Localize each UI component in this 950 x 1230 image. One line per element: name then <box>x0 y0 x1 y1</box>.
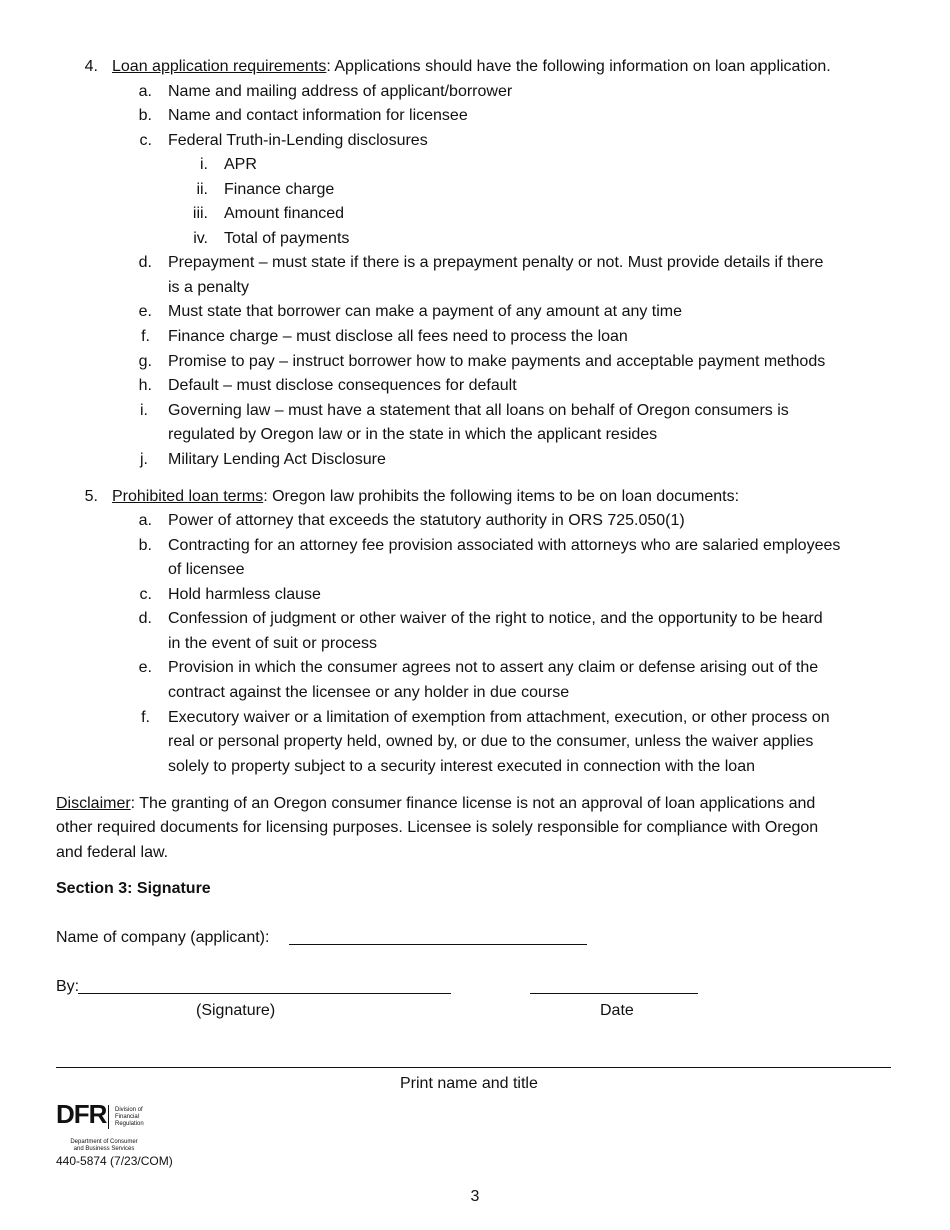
disclaimer-label: Disclaimer <box>56 795 131 812</box>
dfr-logo-divider <box>108 1105 109 1129</box>
dfr-logo-department <box>62 1139 146 1153</box>
dfr-logo <box>56 1097 186 1157</box>
item-5f-line-2: real or personal property held, owned by, or due to the consumer, unless the waiver applies <box>168 733 814 750</box>
item-4c-iv-text: Total of payments <box>224 230 350 247</box>
date-field[interactable] <box>530 993 698 994</box>
item-5a-marker: a. <box>138 512 152 529</box>
item-4c-i-text: APR <box>224 156 257 173</box>
item-5c-marker: c. <box>139 586 152 603</box>
company-name-field[interactable] <box>289 944 587 945</box>
dfr-logo-department-line: Department of Consumer <box>70 1139 138 1145</box>
item-4e-text: Must state that borrower can make a payment of any amount at any time <box>168 303 683 320</box>
disclaimer-line-1 <box>56 794 815 814</box>
item-5e-line-1: Provision in which the consumer agrees not to assert any claim or defense arising out of the <box>168 659 819 676</box>
date-caption: Date <box>600 1002 634 1019</box>
item-5-paragraph <box>112 487 739 507</box>
item-4j-marker: j. <box>140 451 148 468</box>
item-4h-text: Default – must disclose consequences for default <box>168 377 517 394</box>
page-number: 3 <box>470 1188 480 1205</box>
item-4i-marker: i. <box>140 402 148 419</box>
signature-caption: (Signature) <box>196 1002 276 1019</box>
item-4a-marker: a. <box>138 83 152 100</box>
item-5-text: : Oregon law prohibits the following items to be on loan documents: <box>263 488 740 505</box>
item-5f-line-3: solely to property subject to a security interest executed in connection with the loan <box>168 758 755 775</box>
company-name-label: Name of company (applicant): <box>56 929 270 946</box>
dfr-logo-division-line: Financial <box>115 1114 140 1120</box>
item-4h-marker: h. <box>138 377 152 394</box>
item-4c-text: Federal Truth-in-Lending disclosures <box>168 132 428 149</box>
item-4-heading: Loan application requirements <box>112 58 327 75</box>
item-5e-marker: e. <box>138 659 152 676</box>
item-4c-marker: c. <box>139 132 152 149</box>
item-5c-text: Hold harmless clause <box>168 586 321 603</box>
disclaimer-line-3: and federal law. <box>56 844 169 861</box>
print-name-field[interactable] <box>56 1067 891 1068</box>
item-5b-marker: b. <box>138 537 152 554</box>
dfr-logo-division-line: Regulation <box>115 1121 144 1127</box>
item-4f-text: Finance charge – must disclose all fees need to process the loan <box>168 328 628 345</box>
item-4c-ii-marker: ii. <box>196 181 208 198</box>
form-id: 440-5874 (7/23/COM) <box>56 1154 173 1168</box>
item-4i-line-1: Governing law – must have a statement that all loans on behalf of Oregon consumers is <box>168 402 789 419</box>
item-5f-marker: f. <box>141 709 150 726</box>
section-3-title: Section 3: Signature <box>56 880 211 897</box>
dfr-logo-department-line: and Business Services <box>73 1146 135 1152</box>
item-4c-iv-marker: iv. <box>193 230 208 247</box>
item-4f-marker: f. <box>141 328 150 345</box>
item-5d-line-2: in the event of suit or process <box>168 635 377 652</box>
item-5-heading: Prohibited loan terms <box>112 488 264 505</box>
item-4a-text: Name and mailing address of applicant/borrower <box>168 83 513 100</box>
item-4c-iii-marker: iii. <box>192 205 208 222</box>
item-5b-line-2: of licensee <box>168 561 245 578</box>
disclaimer-line-2: other required documents for licensing purposes. Licensee is solely responsible for compliance with Oregon <box>56 819 819 836</box>
item-4d-line-1: Prepayment – must state if there is a prepayment penalty or not. Must provide details if there <box>168 254 824 271</box>
item-5-number: 5. <box>84 488 98 505</box>
item-4g-marker: g. <box>138 353 152 370</box>
item-4c-ii-text: Finance charge <box>224 181 335 198</box>
print-name-caption: Print name and title <box>400 1075 538 1092</box>
item-5d-line-1: Confession of judgment or other waiver of the right to notice, and the opportunity to be heard <box>168 610 823 627</box>
item-4c-iii-text: Amount financed <box>224 205 345 222</box>
item-4c-i-marker: i. <box>200 156 208 173</box>
item-4e-marker: e. <box>138 303 152 320</box>
item-4i-line-2: regulated by Oregon law or in the state in which the applicant resides <box>168 426 658 443</box>
item-5a-text: Power of attorney that exceeds the statutory authority in ORS 725.050(1) <box>168 512 685 529</box>
disclaimer-text-1: : The granting of an Oregon consumer finance license is not an approval of loan applications and <box>130 795 816 812</box>
item-4-paragraph <box>112 57 831 77</box>
item-4-text: : Applications should have the following information on loan application. <box>326 58 831 75</box>
item-4d-marker: d. <box>138 254 152 271</box>
item-5e-line-2: contract against the licensee or any holder in due course <box>168 684 570 701</box>
item-4d-line-2: is a penalty <box>168 279 249 296</box>
item-4-number: 4. <box>84 58 98 75</box>
signature-field[interactable] <box>78 993 451 994</box>
item-5b-line-1: Contracting for an attorney fee provision associated with attorneys who are salaried employees <box>168 537 841 554</box>
item-5f-line-1: Executory waiver or a limitation of exemption from attachment, execution, or other process on <box>168 709 830 726</box>
by-label: By: <box>56 978 80 995</box>
dfr-logo-division <box>115 1107 144 1128</box>
item-4j-text: Military Lending Act Disclosure <box>168 451 386 468</box>
item-5d-marker: d. <box>138 610 152 627</box>
item-4b-text: Name and contact information for licensee <box>168 107 468 124</box>
item-4b-marker: b. <box>138 107 152 124</box>
dfr-logo-mark: DFR <box>56 1099 107 1129</box>
item-4g-text: Promise to pay – instruct borrower how to make payments and acceptable payment methods <box>168 353 826 370</box>
dfr-logo-division-line: Division of <box>115 1107 143 1113</box>
